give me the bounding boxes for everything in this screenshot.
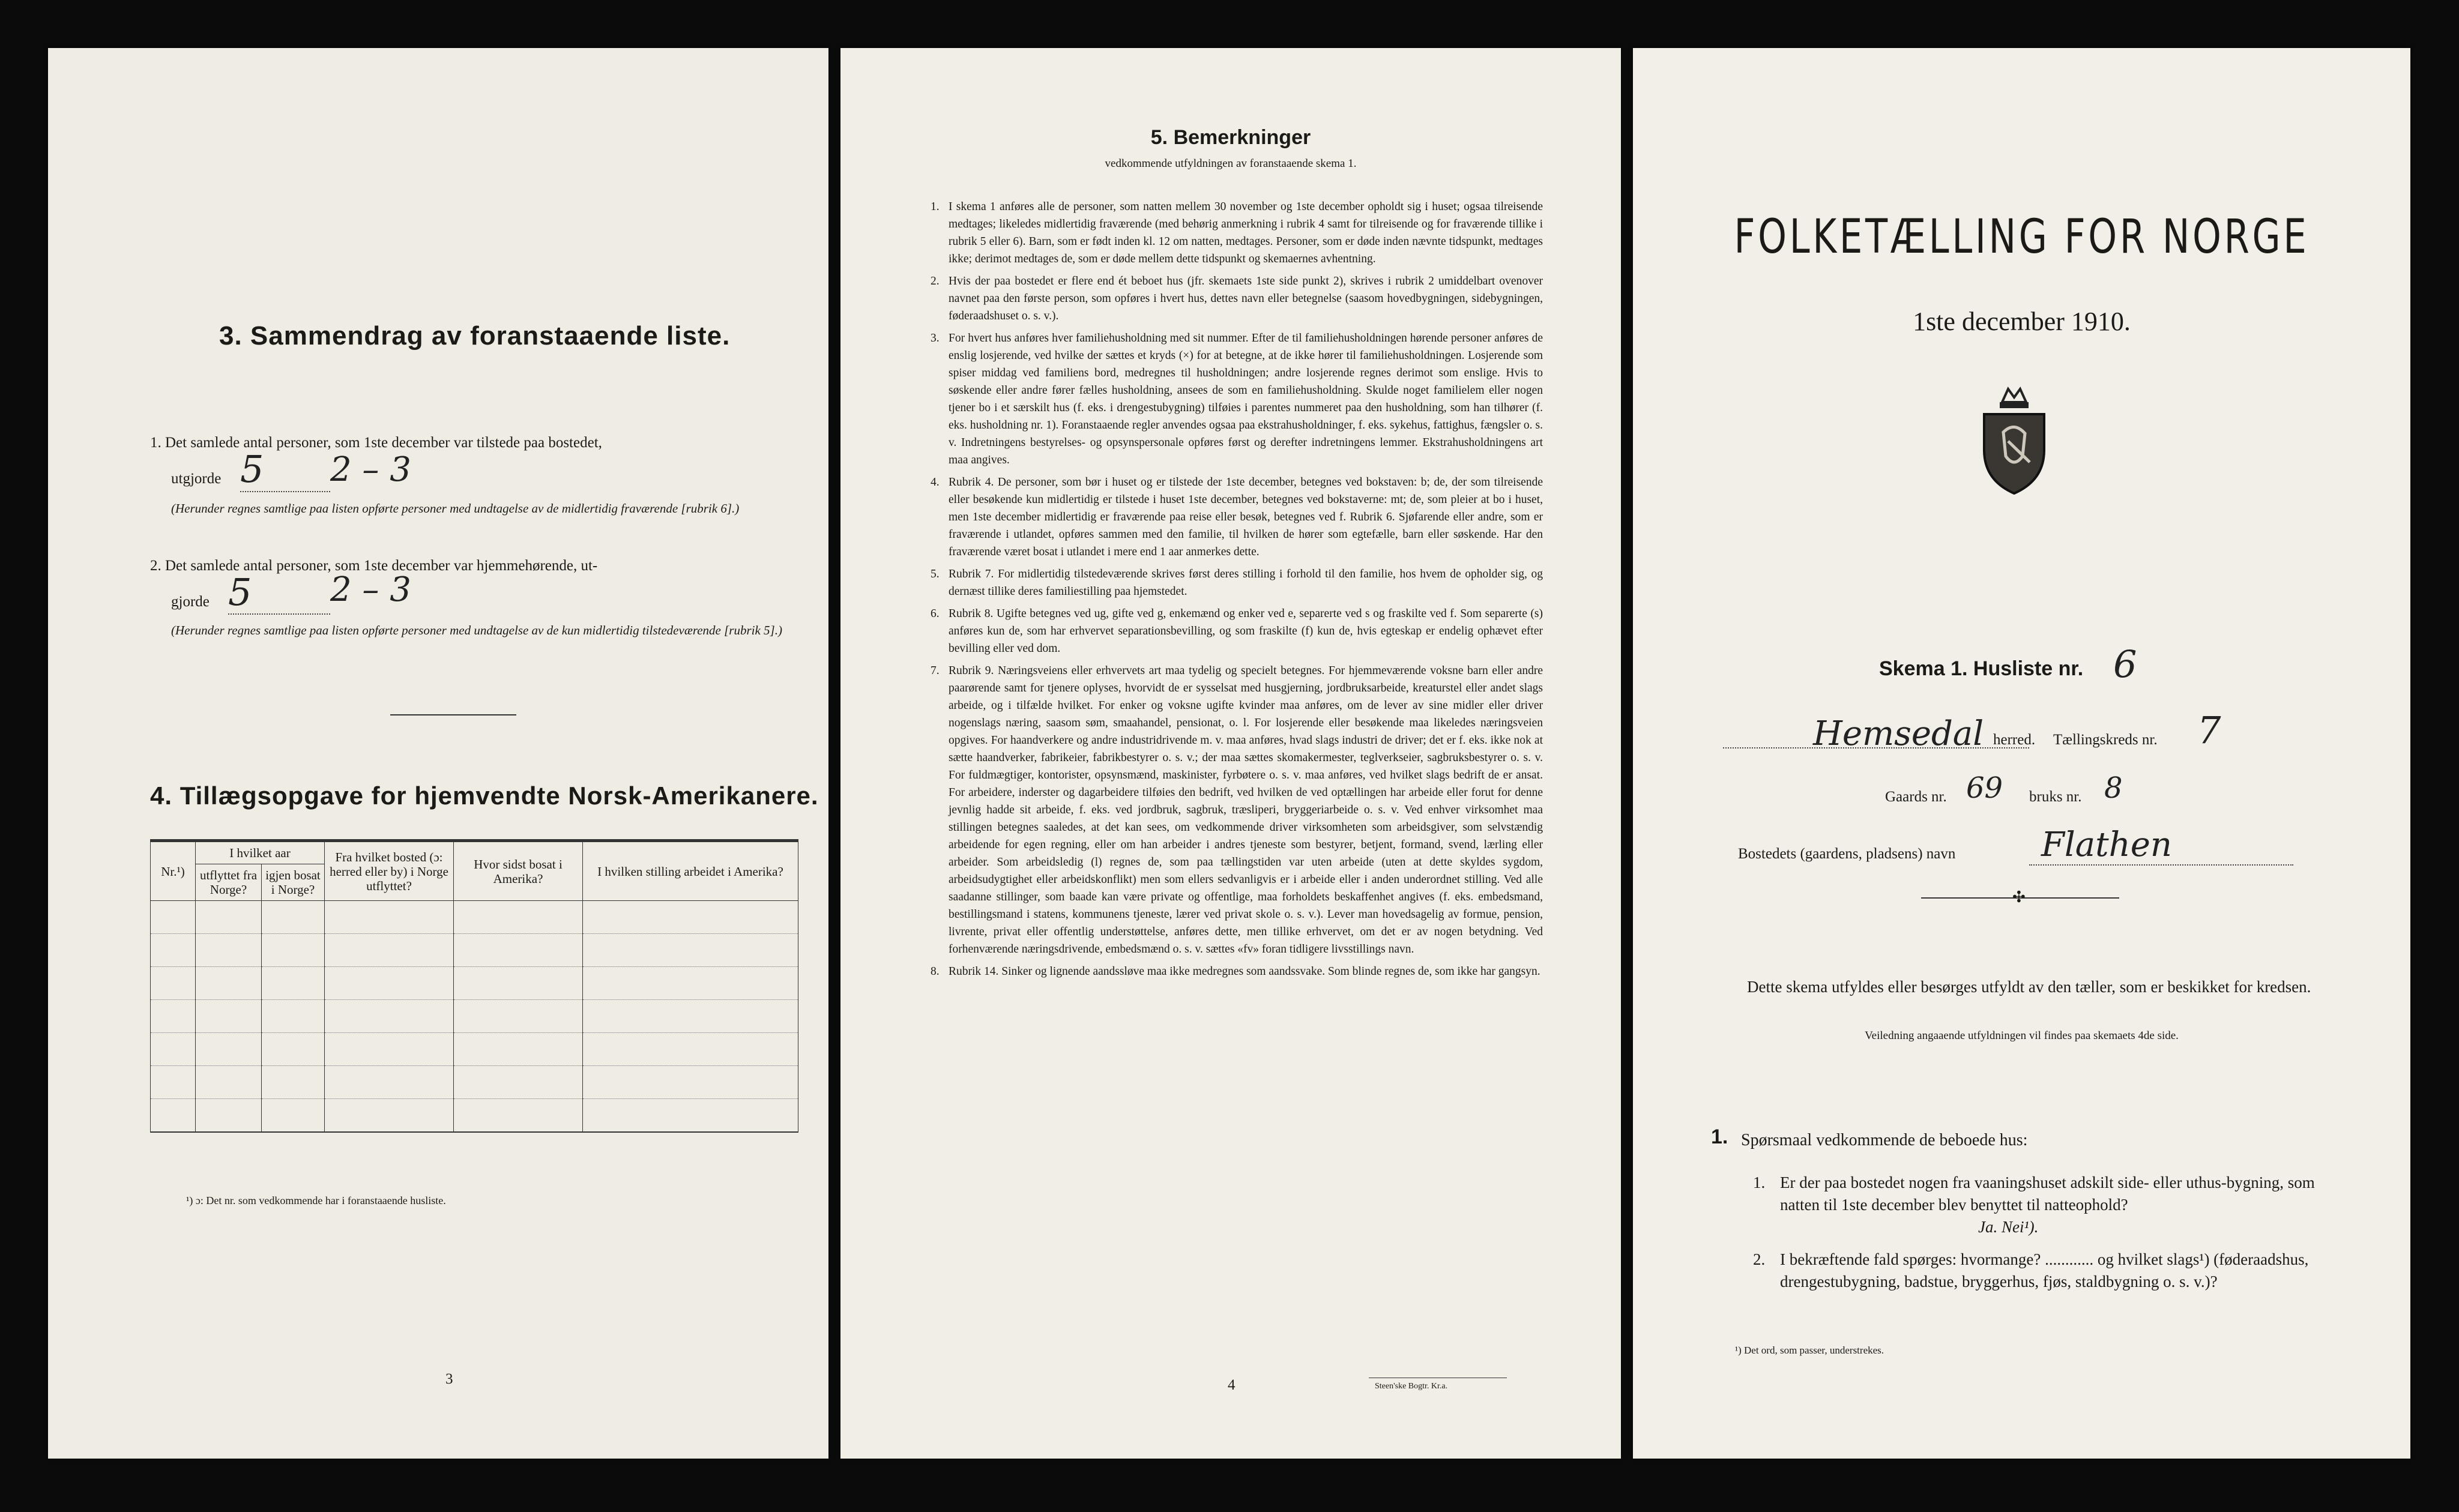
intro-text: Dette skema utfyldes eller besørges utfyldt av den tæller, som er beskikket for kredsen. bbox=[1747, 978, 2311, 996]
item1-prefix: utgjorde bbox=[171, 471, 222, 487]
questions-heading: Spørsmaal vedkommende de beboede hus: bbox=[1741, 1131, 2028, 1149]
list-item: 6. Rubrik 8. Ugifte betegnes ved ug, gifte ved g, enkemænd og enker ved e, separerte ved s og fraskilte ved f. Som separerte (s) anføres kun de, som har erhvervet separationsbevilling, og som fraskilte (f) kun de, hvis egteskap er endelig ophævet efter bevilling eller ved dom. bbox=[931, 607, 1543, 655]
herred-value[interactable]: Hemsedal bbox=[1813, 714, 1984, 753]
q1-text: Er der paa bostedet nogen fra vaaningshuset adskilt side- eller uthus-bygning, som natten til 1ste december blev benyttet til natteophold? bbox=[1780, 1173, 2315, 1214]
col-igjen: igjen bosat i Norge? bbox=[262, 864, 325, 901]
page-middle bbox=[840, 48, 1621, 1459]
norway-coat-of-arms-icon bbox=[1972, 384, 2056, 498]
list-item: 5. Rubrik 7. For midlertidig tilstedeværende skrives først deres stilling i forhold til den familie, hos hvem de opholder sig, og dernæst tillike deres familiestilling paa hjemstedet. bbox=[931, 568, 1543, 598]
bosted-dotline bbox=[2029, 864, 2293, 866]
table-row bbox=[151, 1033, 798, 1066]
section3-heading: 3. Sammendrag av foranstaaende liste. bbox=[219, 321, 731, 351]
q1-number: 1. bbox=[1753, 1173, 1766, 1191]
item2-dotline bbox=[228, 613, 330, 615]
page-left bbox=[48, 48, 828, 1459]
kreds-value[interactable]: 7 bbox=[2197, 708, 2221, 752]
list-item: 7. Rubrik 9. Næringsveiens eller erhvervets art maa tydelig og specielt betegnes. For hjemmeværende voksne barn eller andre paarørende samt for tjenere oplyses, hvorvidt de er sysselsat med husgjerning, jordbruksarbeide, kreaturstel eller andet slags arbeide, og i tilfælde hvilket. For enker og voksne ugifte kvinder maa anføres, om de lever av sine midler eller driver nogenslags næring, saasom søm, smaahandel, pensionat, o. l. For losjerende eller besøkende maa likeledes næringsveien opgives. For haandverkere og andre industridrivende m. v. maa anføres, hvad slags industri de driver; det er f. eks. ikke nok at sætte haandverker, fabrikeier, fabrikbestyrer o. s. v.; der maa sættes skomakermester, teglverkseier, sagbruksbestyrer o. s. v. For fuldmægtiger, kontorister, opsynsmænd, maskinister, fyrbøtere o. s. v. maa anføres, ved hvilket slags bedrift de er ansat. For arbeidere, inderster og dagarbeidere tilføies den bedrift, ved hvilken de ved optællingen har arbeide eller forut for denne jevnlig hadde sit arbeide, f. eks. ved jordbruk, sagbruk, træsliperi, bryggeriarbeide o. s. v. Ved enhver virksomhet maa stillingen betegnes saaledes, at det kan sees, om vedkommende driver virksomheten som arbeidsgiver, som selvstændig arbeidende for egen regning, eller om han arbeider i andres tjeneste som bestyrer, betjent, formand, svend, lærling eller arbeider. Som arbeidsledig (l) regnes de, som paa tællingstiden var uten arbeide (uten at dette skyldes sygdom, arbeidsudygtighet eller arbeidskonflikt) men som ellers sedvanligvis er i arbeide eller i anden underordnet stilling. Ved alle saadanne stillinger, som baade kan være private og offentlige, maa forholdets beskaffenhet angives (f. eks. embedsmand, bestillingsmand i statens, kommunens tjeneste, lærer ved privat skole o. s. v.). Lever man hovedsagelig av formue, pension, livrente, privat eller offentlig understøttelse, anføres dette, men tillike erhvervet, om det er av nogen betydning. Ved forhenværende næringsdrivende, embedsmænd o. s. v. sættes «fv» foran tidligere livsstillings navn. bbox=[931, 664, 1543, 956]
intro-note: Veiledning angaaende utfyldningen vil findes paa skemaets 4de side. bbox=[1865, 1029, 2179, 1042]
item1-extra: 2 – 3 bbox=[330, 450, 411, 489]
table-row bbox=[151, 1099, 798, 1133]
herred-label: herred. bbox=[1993, 732, 2036, 748]
item2-note: (Herunder regnes samtlige paa listen opførte personer med undtagelse av de kun midlertidig tilstedeværende [rubrik 5].) bbox=[171, 623, 782, 637]
table-row bbox=[151, 1066, 798, 1099]
norsk-amerikanere-table bbox=[150, 842, 798, 1133]
q1-answer[interactable]: Ja. Nei¹). bbox=[1978, 1218, 2039, 1236]
list-item: 3. For hvert hus anføres hver familiehusholdning med sit nummer. Efter de til familiehusholdningen hørende personer anføres de enslig losjerende, ved hvilke der sættes et kryds (×) for at betegne, at de ikke hører til familiehusholdningen. Losjerende som spiser middag ved familiens bord, medregnes til husholdningen; andre losjerende regnes derimot som enslige. Hvis to søskende eller andre fører fælles husholdning, ansees de som en familiehusholdning. Skulde noget familielem eller nogen tjener bo i et særskilt hus (f. eks. i drengestubygning) tilføies i parentes nummeret paa den husholdning, som han tilhører (f. eks. husholdning nr. 1). Foranstaaende regler anvendes ogsaa paa ekstrahusholdninger, f. eks. sykehus, fattighus, fængsler o. s. v. Indretningens bestyrelses- og opsynspersonale opføres først og derefter indretningens lemmer. Ekstrahusholdningens art maa angives. bbox=[931, 332, 1543, 466]
printer-mark: Steen'ske Bogtr. Kr.a. bbox=[1375, 1382, 1448, 1391]
kreds-label: Tællingskreds nr. bbox=[2053, 732, 2158, 748]
bemerkninger-subheading: vedkommende utfyldningen av foranstaaende skema 1. bbox=[1105, 157, 1357, 170]
bruks-label: bruks nr. bbox=[2029, 789, 2082, 805]
list-item: 2. Hvis der paa bostedet er flere end ét beboet hus (jfr. skemaets 1ste side punkt 2), skrives i rubrik 2 umiddelbart ovenover navnet paa den første person, som opføres i hvert hus, dettes navn eller betegnelse (saasom hovedbygningen, sidebygningen, føderaadshuset o. s. v.). bbox=[931, 275, 1543, 322]
husliste-nr-value[interactable]: 6 bbox=[2113, 642, 2137, 686]
table-row bbox=[151, 1000, 798, 1033]
table-row bbox=[151, 934, 798, 967]
col-year-group: I hvilket aar bbox=[196, 842, 325, 864]
list-item: 4. Rubrik 4. De personer, som bør i huset og er tilstede der 1ste december, betegnes ved bokstaven: b; de, der som tilreisende eller besøkende kun midlertidig er tilstede i huset 1ste december, betegnes ved bokstaverne: mt; de, som pleier at bo i huset, men 1ste december midlertidig er fraværende paa reise eller besøk, betegnes ved f. Rubrik 6. Sjøfarende eller andre, som er fraværende i utlandet, opføres sammen med den familie, til hvilken de hører som egtefælle, barn eller søskende. Har den fraværende været bosat i utlandet i mere end 1 aar anmerkes dette. bbox=[931, 476, 1543, 558]
document-date: 1ste december 1910. bbox=[1913, 307, 2131, 336]
gaards-label: Gaards nr. bbox=[1885, 789, 1947, 805]
gaards-value[interactable]: 69 bbox=[1966, 771, 2003, 805]
item2-extra: 2 – 3 bbox=[330, 570, 411, 609]
col-fra: Fra hvilket bosted (ɔ: herred eller by) i Norge utflyttet? bbox=[325, 842, 454, 901]
section4-heading: 4. Tillægsopgave for hjemvendte Norsk-Amerikanere. bbox=[150, 782, 819, 810]
item1-note: (Herunder regnes samtlige paa listen opførte personer med undtagelse av de midlertidig fraværende [rubrik 6].) bbox=[171, 501, 740, 516]
page-number-4: 4 bbox=[1228, 1377, 1236, 1393]
skema-label: Skema 1. Husliste nr. bbox=[1879, 657, 2084, 680]
page-number-3: 3 bbox=[445, 1371, 453, 1387]
item2-prefix: gjorde bbox=[171, 594, 210, 610]
bruks-value[interactable]: 8 bbox=[2104, 771, 2123, 805]
item2-value[interactable]: 5 bbox=[228, 570, 252, 614]
ornament-icon: ✣ bbox=[2012, 888, 2026, 906]
bosted-label: Bostedets (gaardens, pladsens) navn bbox=[1738, 846, 1956, 862]
col-hvor: Hvor sidst bosat i Amerika? bbox=[454, 842, 583, 901]
divider bbox=[390, 714, 516, 715]
document-title: FOLKETÆLLING FOR NORGE bbox=[1734, 210, 2310, 264]
table-row bbox=[151, 901, 798, 934]
q2-text: I bekræftende fald spørges: hvormange? ............ og hvilket slags¹) (føderaadshus, drengestubygning, badstue, bryggerhus, fjøs, staldbygning o. s. v.)? bbox=[1780, 1250, 2309, 1291]
table-row bbox=[151, 967, 798, 1000]
page-right bbox=[1633, 48, 2410, 1459]
item1-text: 1. Det samlede antal personer, som 1ste december var tilstede paa bostedet, bbox=[150, 435, 602, 451]
bemerkninger-list bbox=[931, 198, 1543, 985]
list-item: 8. Rubrik 14. Sinker og lignende aandssløve maa ikke medregnes som aandssvake. Som blinde regnes de, som ikke har gangsyn. bbox=[931, 965, 1540, 978]
right-footnote: ¹) Det ord, som passer, understrekes. bbox=[1735, 1345, 1884, 1356]
section4-footnote: ¹) ɔ: Det nr. som vedkommende har i foranstaaende husliste. bbox=[186, 1194, 446, 1206]
list-item: 1. I skema 1 anføres alle de personer, som natten mellem 30 november og 1ste december opholdt sig i huset; ogsaa tilreisende medtages; likeledes midlertidig fraværende (med behørig anmerkning i rubrik 4 samt for tilreisende og for fraværende tillike i rubrik 5 eller 6). Barn, som er født inden kl. 12 om natten, medtages. Personer, som er døde inden nævnte tidspunkt, medtages ikke; derimot medtages de, som er døde mellem dette tidspunkt og skemaernes avhentning. bbox=[931, 200, 1543, 265]
col-utflyttet: utflyttet fra Norge? bbox=[196, 864, 262, 901]
q2-number: 2. bbox=[1753, 1250, 1766, 1268]
item1-value[interactable]: 5 bbox=[240, 447, 264, 491]
col-stilling: I hvilken stilling arbeidet i Amerika? bbox=[583, 842, 798, 901]
item1-dotline bbox=[240, 491, 330, 492]
bemerkninger-heading: 5. Bemerkninger bbox=[1150, 126, 1311, 149]
bosted-value[interactable]: Flathen bbox=[2041, 825, 2172, 864]
col-nr: Nr.¹) bbox=[151, 842, 196, 901]
item2-text: 2. Det samlede antal personer, som 1ste december var hjemmehørende, ut- bbox=[150, 558, 598, 574]
questions-number: 1. bbox=[1711, 1125, 1728, 1148]
